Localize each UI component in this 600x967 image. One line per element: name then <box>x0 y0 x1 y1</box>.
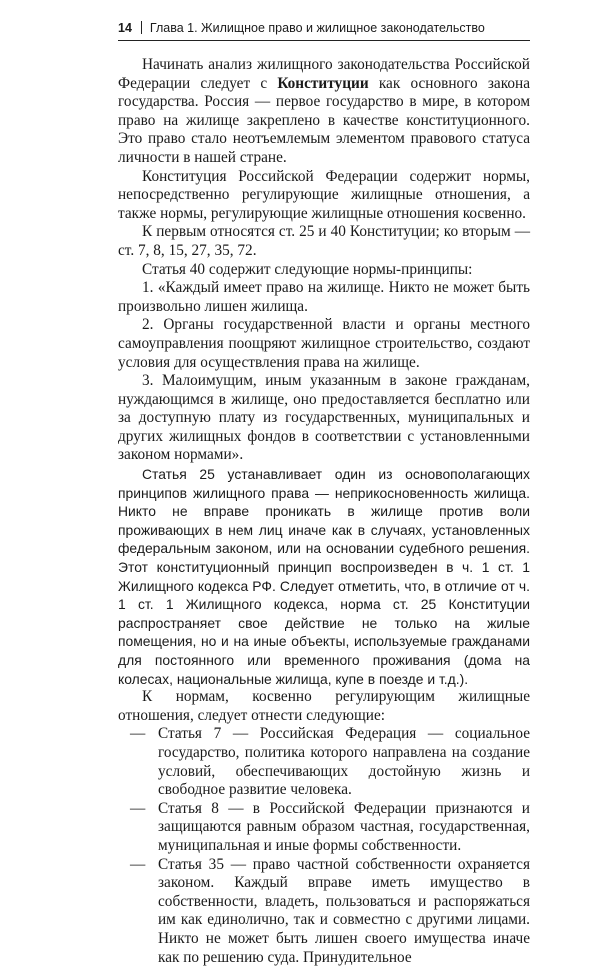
list-item: — Статья 35 — право частной собственности охраняется законом. Каждый вправе иметь имущество в собственности, владеть, пользоваться и распоряжаться им как единолично, так и совместно с другими лицами. Никто не может быть лишен своего имущества иначе как по решению суда. Принудительное <box>130 855 530 966</box>
paragraph-intro: Начинать анализ жилищного законодательства Российской Федерации следует с Конституции как основного закона государства. Россия — первое государство в мире, в котором право на жилище закреплено в качестве конституционного. Это право стало неотъемлемым элементом правового статуса личности в нашей стране. <box>118 56 530 166</box>
page-body <box>118 56 530 967</box>
list-dash: — <box>130 799 146 817</box>
running-header <box>118 18 530 41</box>
numbered-item: 2. Органы государственной власти и органы местного самоуправления поощряют жилищное строительство, создают условия для осуществления права на жилище. <box>118 316 530 371</box>
list-item: — Статья 8 — в Российской Федерации признаются и защищаются равным образом частная, государственная, муниципальная и иные формы собственности. <box>130 799 530 854</box>
paragraph: К первым относятся ст. 25 и 40 Конституции; ко вторым — ст. 7, 8, 15, 27, 35, 72. <box>118 223 530 259</box>
bold-term: Конституции <box>277 74 369 92</box>
list-item: — Статья 7 — Российская Федерация — социальное государство, политика которого направлена на создание условий, обеспечивающих достойную жизнь и свободное развитие человека. <box>130 725 530 799</box>
paragraph-article-25: Статья 25 устанавливает один из основополагающих принципов жилищного права — неприкосновенность жилища. Никто не вправе проникать в жилище против воли проживающих в нем лиц иначе как в случаях, установленных федеральным законом, или на основании судебного решения. Этот конституционный принцип воспроизведен в ч. 1 ст. 1 Жилищного кодекса РФ. Следует отметить, что, в отличие от ч. 1 ст. 1 Жилищного кодекса, норма ст. 25 Конституции распространяет свое действие не только на жилые помещения, но и на иные объекты, используемые гражданами для постоянного или временного проживания (дома на колесах, национальные жилища, купе в поезде и т.д.). <box>118 466 530 687</box>
paragraph: К нормам, косвенно регулирующим жилищные отношения, следует отнести следующие: <box>118 688 530 724</box>
numbered-item: 1. «Каждый имеет право на жилище. Никто не может быть произвольно лишен жилища. <box>118 279 530 315</box>
chapter-title: Глава 1. Жилищное право и жилищное законодательство <box>149 21 485 35</box>
header-divider <box>141 21 142 34</box>
paragraph: Статья 40 содержит следующие нормы-принципы: <box>142 260 473 278</box>
page-number: 14 <box>118 21 132 35</box>
list-dash: — <box>130 855 146 873</box>
numbered-item: 3. Малоимущим, иным указанным в законе гражданам, нуждающимся в жилище, оно предоставляется бесплатно или за доступную плату из государственных, муниципальных и других жилищных фондов в соответствии с установленными законом нормами». <box>118 372 530 464</box>
list-dash: — <box>130 725 146 743</box>
article-list <box>118 725 530 967</box>
paragraph: Конституция Российской Федерации содержит нормы, непосредственно регулирующие жилищные отношения, а также нормы, регулирующие жилищные отношения косвенно. <box>118 167 530 222</box>
